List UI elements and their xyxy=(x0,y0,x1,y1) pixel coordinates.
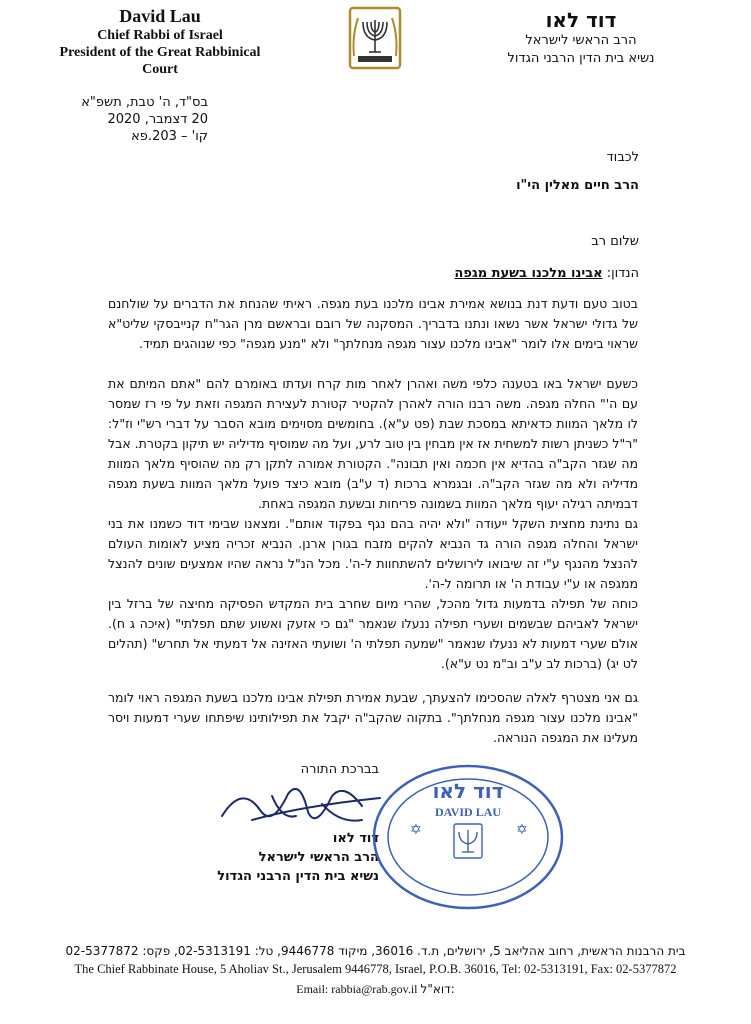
subject-line xyxy=(219,266,639,281)
official-stamp xyxy=(370,762,566,912)
greeting: שלום רב xyxy=(591,234,639,249)
hebrew-date: בס"ד, ה' טבת, תשפ"א xyxy=(81,95,208,110)
recipient-name: הרב חיים מאלין הי"ו xyxy=(516,178,639,193)
header-english xyxy=(40,6,280,78)
stamp-hebrew-name: דוד לאו xyxy=(432,779,504,803)
closing-name: דוד לאו xyxy=(332,831,379,846)
footer-english-address: The Chief Rabbinate House, 5 Aholiav St., Jerusalem 9446778, Israel, P.O.B. 36016, Tel: 02-5313191, Fax: 02-5377872 xyxy=(74,962,677,976)
footer-email-label-he: דוא"ל: xyxy=(420,982,455,996)
footer-email xyxy=(0,982,751,997)
closing-title1: הרב הראשי לישראל xyxy=(258,850,379,865)
closing-blessing: בברכת התורה xyxy=(300,762,379,777)
header-hebrew xyxy=(451,8,711,68)
recipient-label: לכבוד xyxy=(606,150,639,165)
subject-text: אבינו מלכנו בשעת מגפה xyxy=(454,266,603,281)
closing-title2: נשיא בית הדין הרבני הגדול xyxy=(217,869,379,884)
body-paragraph-3: גם נתינת מחצית השקל ייעודה "ולא יהיה בהם נגף בפקוד אותם". ומצאנו שבימי דוד כשמנו את בני ישראל והחלה מגפה הורה גד הנביא להקים מזבח בגורן ארנן. הנביא זכריה מציע לאומות העולם להנצל מהנגף ע"י זה שיבואו לירושלים להשתחוות ל-ה'. מכל הנ"ל נראה שהיו אמצעים שונים להנצל ממגפה או ע"י עבודת ה' או תרומה ל-ה'. xyxy=(108,516,638,591)
footer-hebrew-address: בית הרבנות הראשית, רחוב אהליאב 5, ירושלים, ת.ד. 36016, מיקוד 9446778, טל: 02-5313191, פקס: 02-5377872 xyxy=(65,944,686,958)
star-icon: ✡ xyxy=(410,822,422,838)
footer-email-label-en: Email: xyxy=(296,982,329,996)
stamp-menorah-icon xyxy=(454,824,482,858)
body-paragraph-4: כוחה של תפילה בדמעות גדול מהכל, שהרי מיום שחרב בית המקדש הפסיקה מחיצה של ברזל בין ישראל לאביהם שבשמים ושערי תפילה ננעלו שנאמר "גם כי אזעק ואשוע שתם תפלתי" (איכה ג ח). אולם שערי דמעות לא ננעלו שנאמר "שמעה תפלתי ה' ושועתי האזינה אל דמעתי אל תחרש" (תהלים לט יג) (ברכות לב ע"ב וב"מ נט ע"א). xyxy=(108,596,638,671)
date-block xyxy=(68,94,208,145)
subject-label: הנדון: xyxy=(606,266,639,281)
footer-email-address[interactable]: rabbia@rab.gov.il xyxy=(331,982,418,996)
header-he-title1: הרב הראשי לישראל xyxy=(525,33,637,48)
reference-number: קו' – 203.פא xyxy=(131,129,208,144)
stamp-english-name: DAVID LAU xyxy=(434,805,502,819)
body-paragraph-2: כשעם ישראל באו בטענה כלפי משה ואהרן לאחר מות קרח ועדתו באומרם להם "אתם המיתם את עם ה'" החלה מגפה. משה רבנו הורה לאהרן להקטיר קטורת לעצירת המגפה וזאת על פי רז שמסר לו מלאך המוות כדאיתא במסכת שבת (פט ע"א). בחומשים מסוימים מובא הסבר על דברי רש"י וז"ל: "ר"ל כשניתן רשות למשחית אז אין מבחין בין טוב לרע, ועל מה שמוסיף מדיליה יש תיקון בקטרת. אבל מה שגזר הקב"ה בהדיא אין חכמה ואין תבונה". הקטורת אמורה לתקן רק מה שהוסיף מלאך המוות מדיליה ולא מה שגזר הקב"ה. ובגמרא ברכות (ד ע"ב) מובא כיצד פועל מלאך המוות בשעת מגפה דבמיתה רגילה יעוף מלאך המוות בשמונה פריחות ובשעת המגפה באחת. xyxy=(108,376,638,511)
body-paragraph-5: גם אני מצטרף לאלה שהסכימו להצעתך, שבעת אמירת תפילת אבינו מלכנו בשעת המגפה ראוי לומר "אבינו מלכנו עצור מגפה מנחלתך". בתקוה שהקב"ה יקבל את תפילותינו שיפתחו שערי דמעות ויסר מעלינו את המגפה הנוראה. xyxy=(108,690,638,745)
body-paragraph-1: בטוב טעם ודעת דנת בנושא אמירת אבינו מלכנו בעת מגפה. ראיתי שהנחת את הדברים על שולחנם של גדולי ישראל אשר נשאו ונתנו בדבריך. המסקנה של רובם ובראשם מרן הגר"ח קנייבסקי שליט"א שראוי בימים אלו לומר "אבינו מלכנו עצור מגפה מנחלתך" ולא "מנע מגפה" כפי שנוהגים תמיד. xyxy=(108,296,638,351)
star-icon: ✡ xyxy=(516,822,528,838)
header-en-title1: Chief Rabbi of Israel xyxy=(97,28,223,43)
gregorian-date: 20 דצמבר, 2020 xyxy=(107,112,208,127)
header-en-name: David Lau xyxy=(119,6,201,26)
handwritten-signature xyxy=(212,776,392,836)
state-emblem-icon xyxy=(342,6,408,70)
header-en-title2: President of the Great Rabbinical Court xyxy=(59,45,261,77)
header-he-title2: נשיא בית הדין הרבני הגדול xyxy=(507,51,655,66)
header-he-name: דוד לאו xyxy=(545,8,617,32)
